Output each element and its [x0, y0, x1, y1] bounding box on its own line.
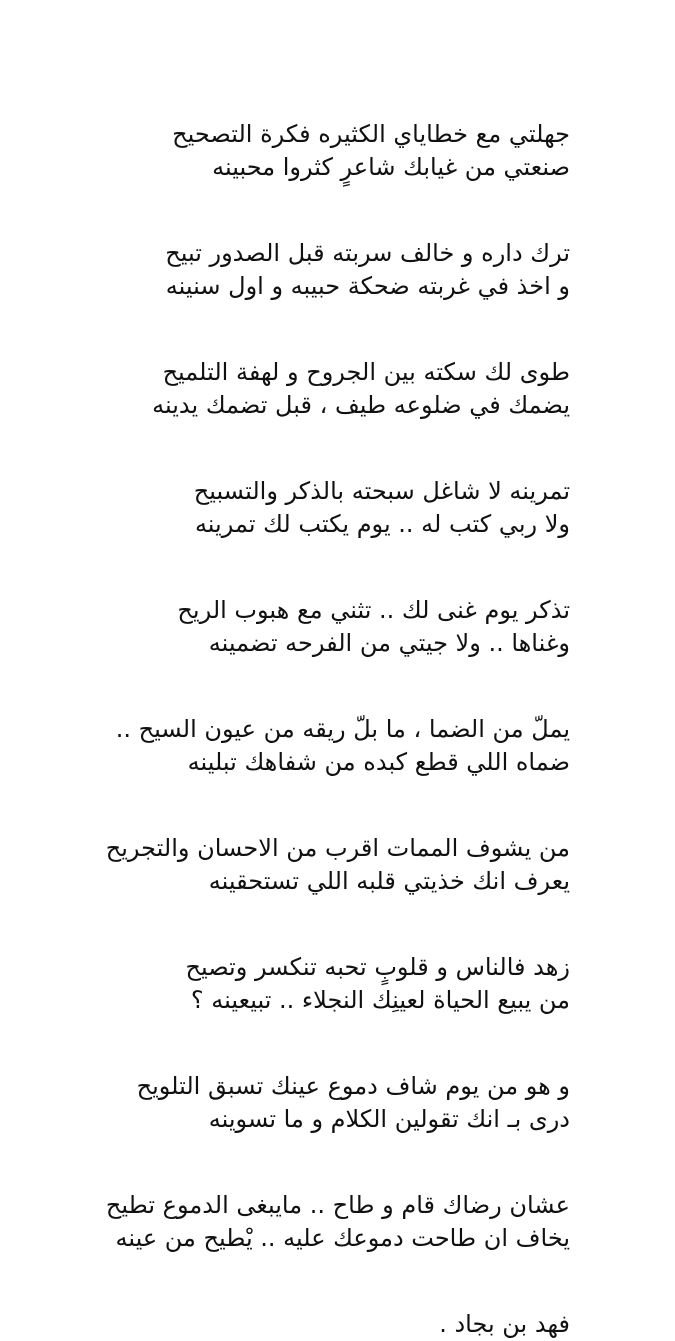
poem-body: [90, 118, 570, 1341]
poem-line: طوى لك سكته بين الجروح و لهفة التلميح: [162, 358, 570, 386]
stanza-7: [90, 832, 570, 898]
stanza-5: [90, 594, 570, 660]
stanza-8: [90, 951, 570, 1017]
stanza-4: [90, 475, 570, 541]
poem-line: و اخذ في غربته ضحكة حبيبه و اول سنينه: [165, 272, 570, 300]
poem-line: صنعتي من غيابك شاعرٍ كثروا محبينه: [212, 153, 570, 181]
stanza-9: [90, 1070, 570, 1136]
stanza-6: [90, 713, 570, 779]
poem-line: يملّ من الضما ، ما بلّ ريقه من عيون السيح ..: [115, 715, 570, 743]
poem-line: ترك داره و خالف سربته قبل الصدور تبيح: [165, 239, 570, 267]
poem-line: من يشوف الممات اقرب من الاحسان والتجريح: [105, 834, 570, 862]
poem-line: تذكر يوم غنى لك .. تثني مع هبوب الريح: [177, 596, 570, 624]
poem-line: زهد فالناس و قلوبٍ تحبه تنكسر وتصيح: [185, 953, 570, 981]
poem-line: و هو من يوم شاف دموع عينك تسبق التلويح: [136, 1072, 570, 1100]
stanza-3: [90, 356, 570, 422]
poem-line: يضمك في ضلوعه طيف ، قبل تضمك يدينه: [152, 391, 570, 419]
poem-line: جهلتي مع خطاياي الكثيره فكرة التصحيح: [172, 120, 570, 148]
poem-line: من يبيع الحياة لعينِك النجلاء .. تبيعينه ؟: [190, 986, 570, 1014]
poem-line: درى بـ انك تقولين الكلام و ما تسوينه: [208, 1105, 570, 1133]
author-signature: فهد بن بجاد .: [439, 1310, 570, 1338]
stanza-10: [90, 1189, 570, 1255]
poem-line: عشان رضاك قام و طاح .. مايبغى الدموع تطيح: [105, 1191, 570, 1219]
poem-line: يخاف ان طاحت دموعك عليه .. يْطيح من عينه: [115, 1224, 570, 1252]
stanza-1: [90, 118, 570, 184]
poem-line: وغناها .. ولا جيتي من الفرحه تضمينه: [208, 629, 570, 657]
stanza-2: [90, 237, 570, 303]
poem-line: ضماه اللي قطع كبده من شفاهك تبلينه: [187, 748, 570, 776]
poem-line: ولا ربي كتب له .. يوم يكتب لك تمرينه: [194, 510, 570, 538]
poem-line: تمرينه لا شاغل سبحته بالذكر والتسبيح: [193, 477, 570, 505]
poem-line: يعرف انك خذيتي قلبه اللي تستحقينه: [208, 867, 570, 895]
